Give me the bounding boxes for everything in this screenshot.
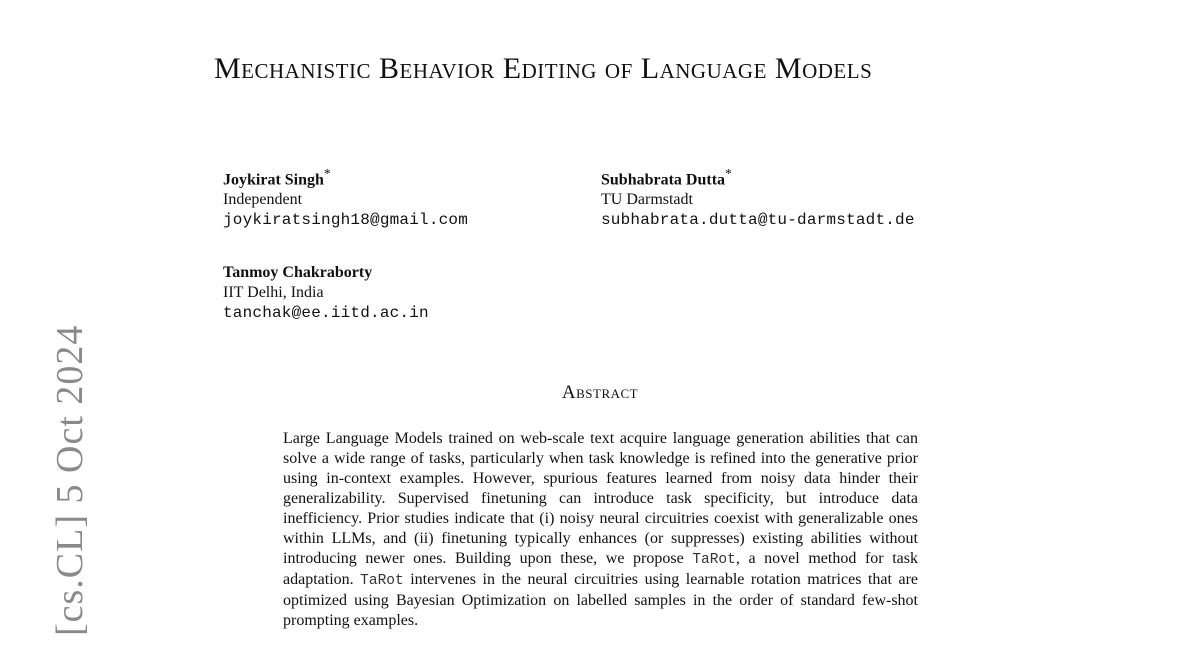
author-name: Subhabrata Dutta* xyxy=(601,166,732,189)
author-block xyxy=(601,164,915,230)
equal-contribution-mark: * xyxy=(725,166,732,181)
author-email: joykiratsingh18@gmail.com xyxy=(223,211,469,230)
author-block xyxy=(223,263,429,323)
author-affiliation: IIT Delhi, India xyxy=(223,284,324,301)
author-email: tanchak@ee.iitd.ac.in xyxy=(223,304,429,322)
author-block xyxy=(223,164,468,230)
author-affiliation: TU Darmstadt xyxy=(601,191,693,209)
author-email: subhabrata.dutta@tu-darmstadt.de xyxy=(601,211,915,230)
abstract-heading: Abstract xyxy=(561,382,639,403)
arxiv-identifier-stamp: [cs.CL] 5 Oct 2024 xyxy=(49,324,91,636)
author-affiliation: Independent xyxy=(223,191,303,209)
method-name: TaRot xyxy=(360,573,404,589)
paper-title: Mechanistic Behavior Editing of Language Models xyxy=(214,52,873,85)
equal-contribution-mark: * xyxy=(323,166,331,181)
author-name: Tanmoy Chakraborty xyxy=(223,264,373,281)
abstract-text: Large Language Models trained on web-scale text acquire language generation abilities that can solve a wide range of tasks, particularly when task knowledge is refined into the generative prior using in-context examples. However, spurious features learned from noisy data hinder their generalizability. Supervised finetuning can introduce task specificity, but introduce data inefficiency. Prior studies indicate that (i) noisy neural circuitries coexist with generalizable ones within LLMs, and (ii) finetuning typically enhances (or suppresses) existing abilities without introducing newer ones. Building upon these, we propose TaRot, a novel method for task adaptation. TaRot intervenes in the neural circuitries using learnable rotation matrices that are optimized using Bayesian Optimization on labelled samples in the order of standard few-shot prompting examples. xyxy=(283,430,919,629)
author-name: Joykirat Singh* xyxy=(223,166,331,189)
method-name: TaRot xyxy=(692,552,736,568)
